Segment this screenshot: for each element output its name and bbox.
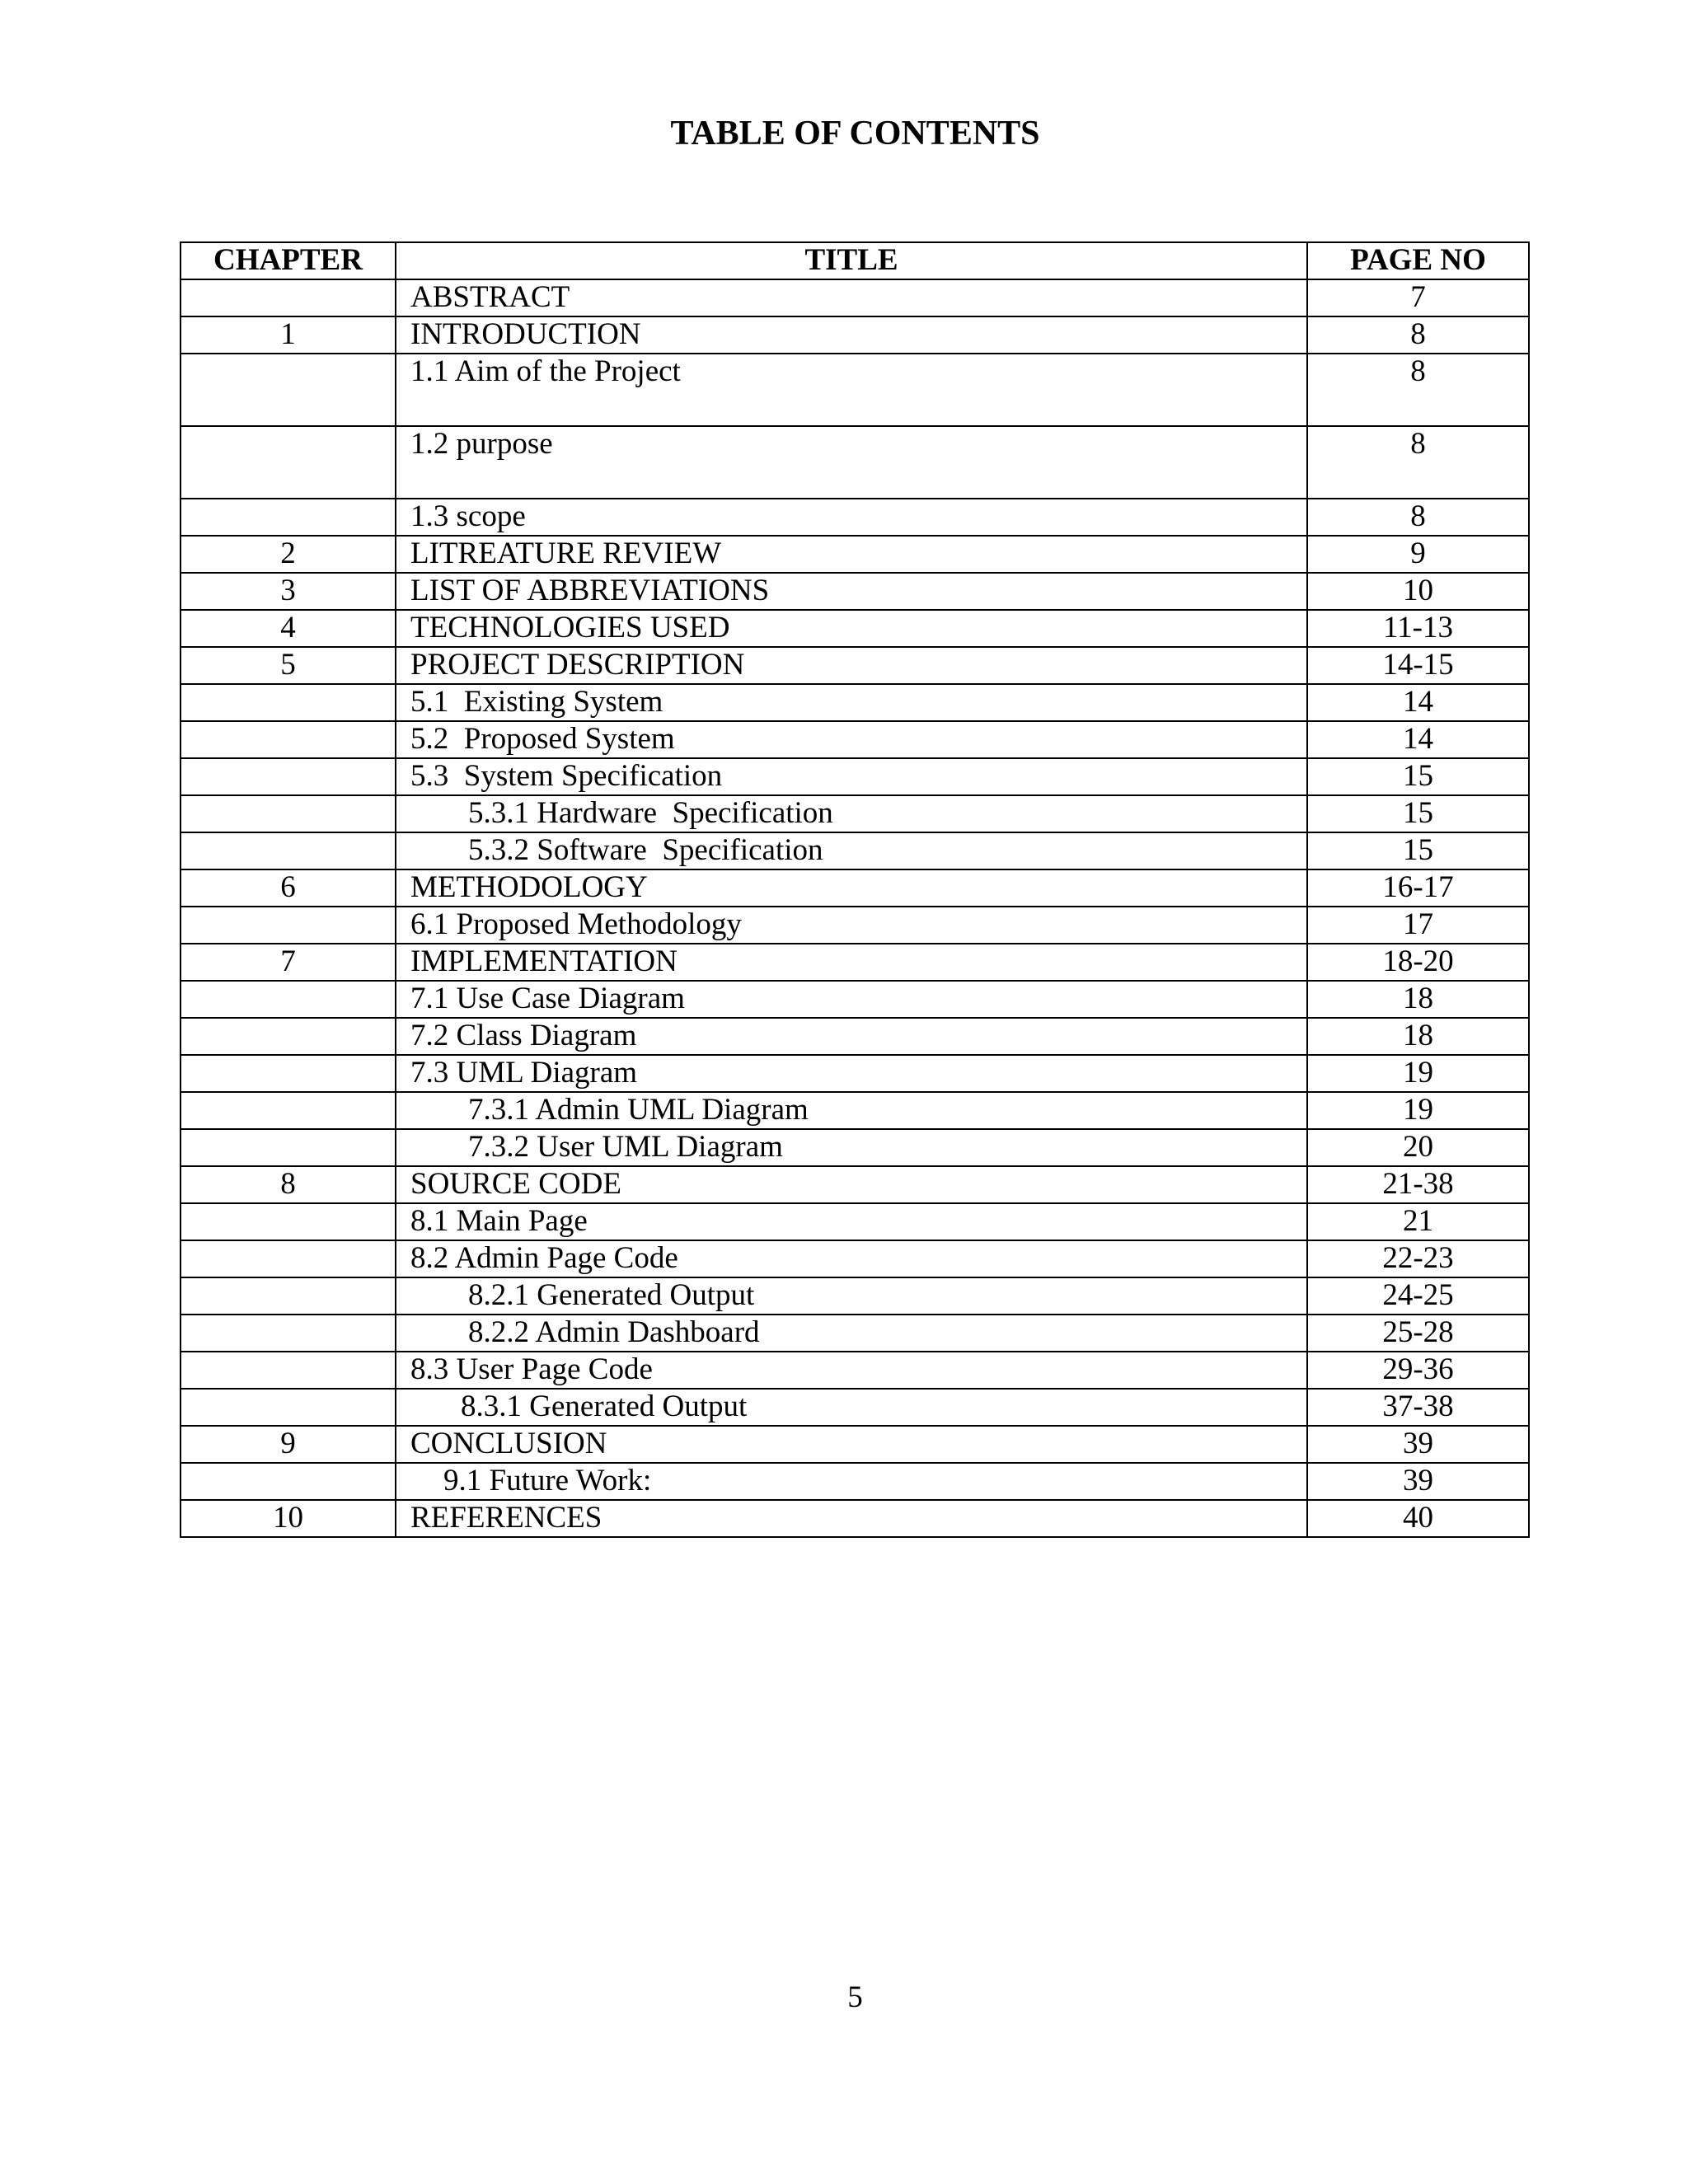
page-cell: 8 bbox=[1307, 354, 1529, 426]
chapter-cell bbox=[181, 758, 396, 795]
toc-row bbox=[181, 944, 1529, 981]
title-cell bbox=[396, 1315, 1307, 1352]
page-cell: 8 bbox=[1307, 316, 1529, 354]
chapter-cell: 4 bbox=[181, 610, 396, 647]
page-title: TABLE OF CONTENTS bbox=[670, 115, 1040, 152]
toc-row bbox=[181, 832, 1529, 869]
toc-row bbox=[181, 1277, 1529, 1315]
chapter-cell: 1 bbox=[181, 316, 396, 354]
toc-row bbox=[181, 1352, 1529, 1389]
title-text: 7.3.2 User UML Diagram bbox=[468, 1130, 783, 1164]
title-cell bbox=[396, 1352, 1307, 1389]
chapter-cell bbox=[181, 1463, 396, 1500]
page-cell: 11-13 bbox=[1307, 610, 1529, 647]
title-text: 8.3 User Page Code bbox=[410, 1352, 653, 1386]
page-cell: 40 bbox=[1307, 1500, 1529, 1537]
title-cell bbox=[396, 832, 1307, 869]
title-cell bbox=[396, 1426, 1307, 1463]
toc-row bbox=[181, 279, 1529, 316]
chapter-cell: 6 bbox=[181, 869, 396, 907]
chapter-cell: 5 bbox=[181, 647, 396, 684]
page-cell: 19 bbox=[1307, 1055, 1529, 1092]
chapter-cell bbox=[181, 1129, 396, 1166]
toc-row bbox=[181, 1500, 1529, 1537]
title-cell bbox=[396, 981, 1307, 1018]
chapter-cell: 9 bbox=[181, 1426, 396, 1463]
page-cell: 15 bbox=[1307, 758, 1529, 795]
chapter-cell bbox=[181, 832, 396, 869]
chapter-cell bbox=[181, 279, 396, 316]
title-cell bbox=[396, 354, 1307, 426]
title-text: LIST OF ABBREVIATIONS bbox=[410, 574, 770, 607]
toc-row bbox=[181, 354, 1529, 426]
toc-row bbox=[181, 573, 1529, 610]
chapter-cell bbox=[181, 795, 396, 832]
chapter-cell bbox=[181, 1277, 396, 1315]
toc-row bbox=[181, 647, 1529, 684]
title-text: 7.3 UML Diagram bbox=[410, 1056, 638, 1090]
toc-header-row bbox=[181, 242, 1529, 279]
title-cell bbox=[396, 1092, 1307, 1129]
page-cell: 14-15 bbox=[1307, 647, 1529, 684]
title-cell bbox=[396, 795, 1307, 832]
title-text: LITREATURE REVIEW bbox=[410, 537, 722, 570]
title-cell bbox=[396, 1055, 1307, 1092]
title-text: METHODOLOGY bbox=[410, 870, 648, 904]
toc-row bbox=[181, 1315, 1529, 1352]
page-cell: 20 bbox=[1307, 1129, 1529, 1166]
chapter-cell: 8 bbox=[181, 1166, 396, 1203]
page-cell: 14 bbox=[1307, 684, 1529, 721]
page-cell: 18 bbox=[1307, 981, 1529, 1018]
chapter-cell bbox=[181, 1055, 396, 1092]
title-cell bbox=[396, 944, 1307, 981]
title-text: PROJECT DESCRIPTION bbox=[410, 648, 745, 682]
toc-row bbox=[181, 1463, 1529, 1500]
toc-row bbox=[181, 1055, 1529, 1092]
title-header: TITLE bbox=[396, 242, 1307, 279]
title-cell bbox=[396, 758, 1307, 795]
title-cell bbox=[396, 316, 1307, 354]
page-cell: 9 bbox=[1307, 536, 1529, 573]
toc-row bbox=[181, 1129, 1529, 1166]
title-text: 8.2 Admin Page Code bbox=[410, 1241, 678, 1275]
chapter-cell bbox=[181, 1203, 396, 1240]
title-text: 6.1 Proposed Methodology bbox=[410, 907, 742, 941]
title-text: 7.2 Class Diagram bbox=[410, 1019, 637, 1052]
page-cell: 29-36 bbox=[1307, 1352, 1529, 1389]
title-cell bbox=[396, 907, 1307, 944]
toc-row bbox=[181, 316, 1529, 354]
title-text: TECHNOLOGIES USED bbox=[410, 611, 730, 644]
page-header: PAGE NO bbox=[1307, 242, 1529, 279]
page-cell: 37-38 bbox=[1307, 1389, 1529, 1426]
title-text: IMPLEMENTATION bbox=[410, 944, 678, 978]
chapter-cell bbox=[181, 1092, 396, 1129]
title-text: SOURCE CODE bbox=[410, 1167, 621, 1201]
page-cell: 16-17 bbox=[1307, 869, 1529, 907]
page-cell: 19 bbox=[1307, 1092, 1529, 1129]
toc-row bbox=[181, 536, 1529, 573]
page-cell: 8 bbox=[1307, 426, 1529, 499]
toc-row bbox=[181, 869, 1529, 907]
chapter-cell bbox=[181, 426, 396, 499]
page-cell: 21 bbox=[1307, 1203, 1529, 1240]
title-cell bbox=[396, 573, 1307, 610]
page-cell: 21-38 bbox=[1307, 1166, 1529, 1203]
title-cell bbox=[396, 684, 1307, 721]
title-text: ABSTRACT bbox=[410, 280, 570, 314]
toc-row bbox=[181, 1389, 1529, 1426]
title-text: 1.3 scope bbox=[410, 499, 526, 533]
chapter-cell bbox=[181, 1352, 396, 1389]
page-cell: 17 bbox=[1307, 907, 1529, 944]
title-cell bbox=[396, 426, 1307, 499]
page-cell: 22-23 bbox=[1307, 1240, 1529, 1277]
title-cell bbox=[396, 647, 1307, 684]
toc-row bbox=[181, 758, 1529, 795]
title-cell bbox=[396, 499, 1307, 536]
toc-row bbox=[181, 1092, 1529, 1129]
page-cell: 25-28 bbox=[1307, 1315, 1529, 1352]
chapter-cell: 7 bbox=[181, 944, 396, 981]
chapter-cell bbox=[181, 499, 396, 536]
chapter-cell: 10 bbox=[181, 1500, 396, 1537]
toc-row bbox=[181, 1426, 1529, 1463]
title-cell bbox=[396, 1240, 1307, 1277]
chapter-cell bbox=[181, 1389, 396, 1426]
page-number: 5 bbox=[847, 1980, 863, 2014]
page-cell: 7 bbox=[1307, 279, 1529, 316]
title-cell bbox=[396, 536, 1307, 573]
page-cell: 15 bbox=[1307, 795, 1529, 832]
title-cell bbox=[396, 1463, 1307, 1500]
title-cell bbox=[396, 279, 1307, 316]
toc-row bbox=[181, 426, 1529, 499]
toc-row bbox=[181, 1166, 1529, 1203]
toc-row bbox=[181, 684, 1529, 721]
page-cell: 24-25 bbox=[1307, 1277, 1529, 1315]
title-cell bbox=[396, 610, 1307, 647]
chapter-cell bbox=[181, 721, 396, 758]
page-cell: 15 bbox=[1307, 832, 1529, 869]
title-text: CONCLUSION bbox=[410, 1427, 607, 1460]
title-text: 5.2 Proposed System bbox=[410, 722, 675, 756]
title-cell bbox=[396, 1018, 1307, 1055]
chapter-header: CHAPTER bbox=[181, 242, 396, 279]
title-cell bbox=[396, 1277, 1307, 1315]
page-cell: 10 bbox=[1307, 573, 1529, 610]
title-text: INTRODUCTION bbox=[410, 317, 641, 351]
title-cell bbox=[396, 1389, 1307, 1426]
toc-table bbox=[180, 241, 1530, 1538]
title-text: REFERENCES bbox=[410, 1501, 603, 1535]
title-text: 7.3.1 Admin UML Diagram bbox=[468, 1093, 809, 1127]
toc-row bbox=[181, 499, 1529, 536]
chapter-cell bbox=[181, 1315, 396, 1352]
title-text: 5.1 Existing System bbox=[410, 685, 663, 719]
toc-row bbox=[181, 795, 1529, 832]
page-cell: 39 bbox=[1307, 1463, 1529, 1500]
toc-row bbox=[181, 907, 1529, 944]
chapter-cell bbox=[181, 1240, 396, 1277]
page-cell: 39 bbox=[1307, 1426, 1529, 1463]
title-cell bbox=[396, 1203, 1307, 1240]
toc-row bbox=[181, 721, 1529, 758]
toc-row bbox=[181, 1203, 1529, 1240]
chapter-cell: 2 bbox=[181, 536, 396, 573]
toc-row bbox=[181, 610, 1529, 647]
page-cell: 18 bbox=[1307, 1018, 1529, 1055]
title-text: 5.3.1 Hardware Specification bbox=[468, 796, 833, 830]
title-text: 1.2 purpose bbox=[410, 427, 553, 461]
page-cell: 18-20 bbox=[1307, 944, 1529, 981]
chapter-cell bbox=[181, 354, 396, 426]
chapter-cell bbox=[181, 907, 396, 944]
chapter-cell bbox=[181, 684, 396, 721]
title-text: 9.1 Future Work: bbox=[443, 1464, 652, 1497]
toc-row bbox=[181, 1018, 1529, 1055]
chapter-cell: 3 bbox=[181, 573, 396, 610]
title-text: 5.3.2 Software Specification bbox=[468, 833, 823, 867]
title-cell bbox=[396, 1500, 1307, 1537]
page-cell: 14 bbox=[1307, 721, 1529, 758]
chapter-cell bbox=[181, 981, 396, 1018]
title-cell bbox=[396, 1129, 1307, 1166]
toc-row bbox=[181, 1240, 1529, 1277]
title-text: 8.2.2 Admin Dashboard bbox=[468, 1315, 760, 1349]
title-text: 8.1 Main Page bbox=[410, 1204, 588, 1238]
title-text: 5.3 System Specification bbox=[410, 759, 723, 793]
title-text: 7.1 Use Case Diagram bbox=[410, 982, 685, 1015]
page-cell: 8 bbox=[1307, 499, 1529, 536]
title-cell bbox=[396, 869, 1307, 907]
title-text: 8.3.1 Generated Output bbox=[461, 1390, 748, 1423]
title-text: 1.1 Aim of the Project bbox=[410, 354, 681, 388]
toc-row bbox=[181, 981, 1529, 1018]
title-cell bbox=[396, 1166, 1307, 1203]
title-text: 8.2.1 Generated Output bbox=[468, 1278, 755, 1312]
title-cell bbox=[396, 721, 1307, 758]
chapter-cell bbox=[181, 1018, 396, 1055]
